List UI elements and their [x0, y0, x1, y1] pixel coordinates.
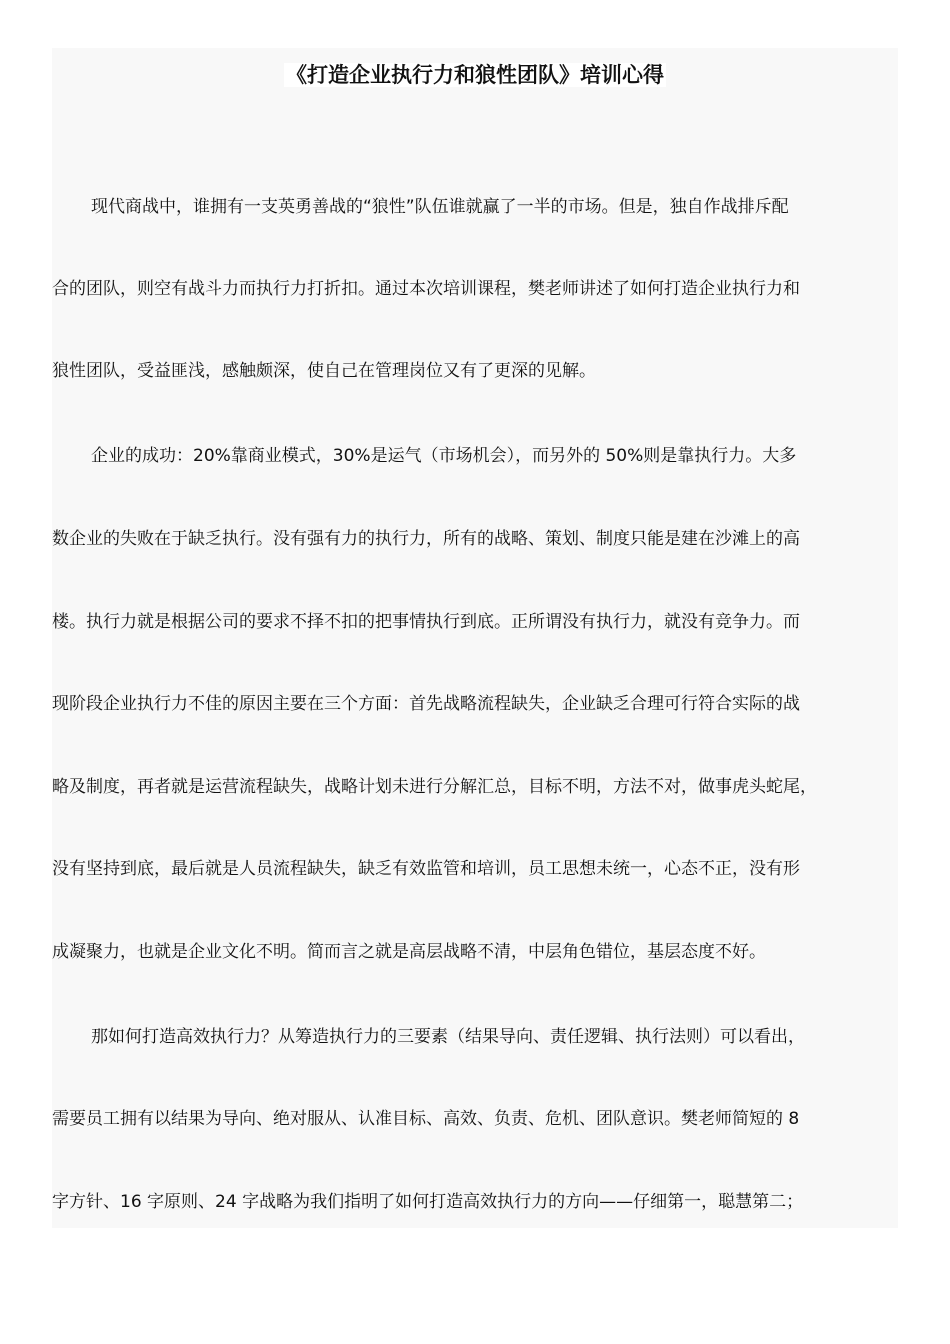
- paragraph-line: 楼。执行力就是根据公司的要求不择不扣的把事情执行到底。正所谓没有执行力，就没有竞争力。而: [52, 612, 800, 632]
- document-title: 《打造企业执行力和狼性团队》培训心得: [286, 63, 664, 87]
- paragraph-line: 狼性团队，受益匪浅，感触颇深，使自己在管理岗位又有了更深的见解。: [52, 361, 596, 381]
- paragraph-line: 数企业的失败在于缺乏执行。没有强有力的执行力，所有的战略、策划、制度只能是建在沙滩上的高: [52, 529, 800, 549]
- paragraph-line: 需要员工拥有以结果为导向、绝对服从、认准目标、高效、负责、危机、团队意识。樊老师简短的 8: [52, 1109, 800, 1129]
- paragraph-line: 字方针、16 字原则、24 字战略为我们指明了如何打造高效执行力的方向——仔细第一，聪慧第二；: [52, 1192, 804, 1212]
- paragraph-line: 合的团队，则空有战斗力而执行力打折扣。通过本次培训课程，樊老师讲述了如何打造企业执行力和: [52, 279, 800, 299]
- document-page: [52, 48, 898, 1228]
- paragraph-line: 那如何打造高效执行力？从筹造执行力的三要素（结果导向、责任逻辑、执行法则）可以看出，: [91, 1027, 805, 1047]
- paragraph-line: 没有坚持到底，最后就是人员流程缺失，缺乏有效监管和培训，员工思想未统一，心态不正，没有形: [52, 859, 800, 879]
- paragraph-line: 略及制度，再者就是运营流程缺失，战略计划未进行分解汇总，目标不明，方法不对，做事虎头蛇尾，: [52, 777, 817, 797]
- paragraph-line: 成凝聚力，也就是企业文化不明。简而言之就是高层战略不清，中层角色错位，基层态度不好。: [52, 942, 766, 962]
- paragraph-line: 企业的成功：20%靠商业模式，30%是运气（市场机会），而另外的 50%则是靠执行力。大多: [91, 446, 797, 466]
- paragraph-line: 现阶段企业执行力不佳的原因主要在三个方面：首先战略流程缺失，企业缺乏合理可行符合实际的战: [52, 694, 800, 714]
- paragraph-line: 现代商战中，谁拥有一支英勇善战的“狼性”队伍谁就赢了一半的市场。但是，独自作战排斥配: [91, 197, 789, 217]
